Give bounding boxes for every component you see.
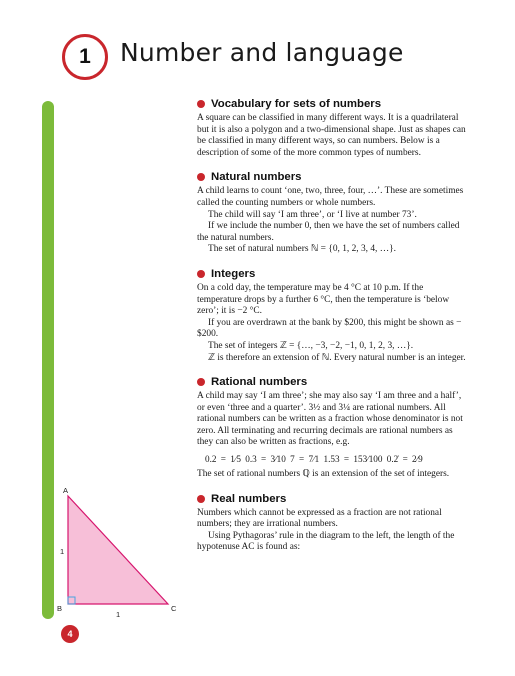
paragraph: On a cold day, the temperature may be 4 °C at 10 p.m. If the temperature drops by a further 6 °C, then the temperature is ‘below zero’; it is −2 °C. [197,282,450,317]
fraction-examples: 0.2 = 1⁄5 0.3 = 3⁄10 7 = 7⁄1 1.53 = 153⁄100 0.2̇ = 2⁄9 [205,454,423,465]
paragraph: ℤ is therefore an extension of ℕ. Every natural number is an integer. [208,352,466,363]
page-number-badge [61,625,79,643]
chapter-title: Number and language [120,38,404,67]
paragraph: A child learns to count ‘one, two, three, four, …’. These are sometimes called the counting numbers or whole numbers. [197,186,464,208]
section-heading [197,171,467,183]
vertex-label-a: A [63,486,69,495]
bullet-icon [197,270,205,278]
side-label-bc: 1 [116,610,121,619]
section-heading [197,493,467,505]
heading-text: Natural numbers [211,171,302,184]
section-rational-numbers [197,376,467,481]
main-content [197,98,467,566]
bullet-icon [197,495,205,503]
side-label-ab: 1 [60,547,65,556]
paragraph: The set of natural numbers ℕ = {0, 1, 2, 3, 4, …}. [208,244,396,255]
chapter-number-badge [62,34,108,80]
section-heading [197,376,467,388]
bullet-icon [197,378,205,386]
triangle-shape [68,496,168,604]
heading-text: Rational numbers [211,376,308,389]
paragraph: Numbers which cannot be expressed as a fraction are not rational numbers; they are irrational numbers. [197,507,442,530]
heading-text: Real numbers [211,492,287,505]
heading-text: Integers [211,267,256,280]
paragraph: Using Pythagoras’ rule in the diagram to the left, the length of the hypotenuse AC is found as: [197,530,455,553]
bullet-icon [197,100,205,108]
paragraph: The set of rational numbers ℚ is an extension of the set of integers. [197,469,450,480]
bullet-icon [197,173,205,181]
section-vocabulary [197,98,467,159]
vertex-label-c: C [171,604,177,613]
section-heading [197,268,467,280]
chapter-number: 1 [79,45,91,68]
right-triangle-diagram [52,484,187,624]
paragraph: A square can be classified in many different ways. It is a quadrilateral but it is also a polygon and a two-dimensional shape. Just as shapes can be classified in many different ways, so can numbers. Below is a description of some of the more common types of numbers. [197,113,466,158]
section-natural-numbers [197,171,467,256]
section-heading [197,98,467,110]
vertex-label-b: B [57,604,63,613]
section-integers [197,268,467,364]
paragraph: If you are overdrawn at the bank by $200, this might be shown as −$200. [197,317,462,340]
heading-text: Vocabulary for sets of numbers [211,98,382,110]
paragraph: The child will say ‘I am three’, or ‘I live at number 73’. [208,209,417,220]
paragraph: A child may say ‘I am three’; she may also say ‘I am three and a half’, or even ‘three and a quarter’. 3½ and 3¼ are rational numbers. All rational numbers can be written as a fraction whose denominator is not zero. All terminating and recurring decimals are rational numbers as they can also be written as fractions, e.g. [197,391,463,448]
paragraph: If we include the number 0, then we have the set of numbers called the natural numbers. [197,221,460,243]
page-number: 4 [67,629,73,639]
section-real-numbers [197,493,467,554]
paragraph: The set of integers ℤ = {…, −3, −2, −1, 0, 1, 2, 3, …}. [208,340,414,351]
